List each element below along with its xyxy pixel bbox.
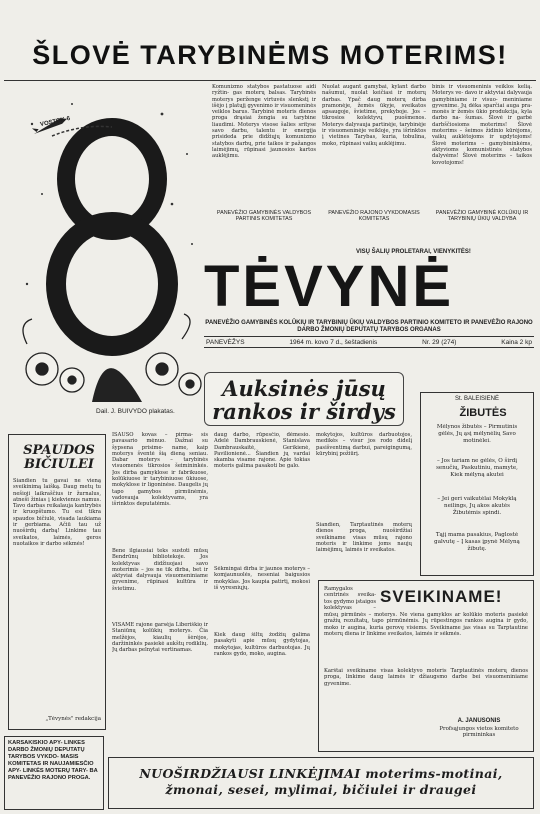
appeal-signature-1: PANEVĖŽIO GAMYBINĖS VALDYBOS PARTINIS KOMITETAS [216, 210, 312, 223]
feature-col-2b: Sėkmingai dirba ir jaunos moterys – komjaunuolės, neseniai baigusios mokyklas. Jos kaupia patirtį, mokosi iš vyresniųjų. [214, 566, 310, 591]
footer-wish: NUOŠIRDŽIAUSI LINKĖJIMAI moterims-motinai, žmonai, sesei, mylimai, bičiulei ir draugei [108, 757, 534, 809]
appeal-col-2: Nuolat augant gamybai, kylant darbo našumui, nuolat keičiasi ir moterų darbas. Ypač daug moterų dirba pramonėje, žemės ūkyje, sveikatos apsaugoje, švietime, prekyboje. Jos – tikrosios kolektyvų puošmenos. Moterys dalyvauja partinėje, tarybinėje ir visuomeninėje veikloje, yra išrinktos į vietines Tarybas, kuria, tobulina, moko, rūpinasi vaikų auklėjimu. [322, 84, 426, 147]
masthead-subtitle: PANEVĖŽIO GAMYBINĖS KOLŪKIŲ IR TARYBINIŲ ŪKIŲ VALDYBOS PARTINIO KOMITETO IR PANEVĖŽIO RAJONO DARBO ŽMONIŲ DEPUTATŲ TARYBOS ORGANAS [205, 320, 533, 333]
masthead-slogan: VISŲ ŠALIŲ PROLETARAI, VIENYKITĖS! [356, 249, 471, 255]
sveikiname-title: SVEIKINAME! [380, 587, 503, 606]
appeal-col-1: Komunizmo statybos pastatuose aidi ryžtin- gas moterų balsas. Tarybinės moterys perženge virtuvės slenkstį ir išėjo į platųjį gyvenimo ir visuomeninės veiklos barus. Tarybinė moteris dienos proga drąsiai žengia su tarybine liaudimi. Moterys visose šalies srityse savo darbu, talentu ir energija prisideda prie didžiųjų komunizmo statybos darbų, prie taikos ir pažangos laimėjimų, rūpinasi jaunosios kartos auklėjimu. [212, 84, 316, 160]
spaudos-sign: „Tėvynės" redakcija [45, 716, 101, 722]
dateline-date: 1964 m. kovo 7 d., šeštadienis [289, 338, 378, 346]
poster-art [12, 84, 207, 402]
poem-stanza-2: – Jos tariam ne gėlės, O širdį senučių, Paskutiniu, mamyte, Kiek mėlyną akutei [436, 458, 518, 478]
spaudos-body: Šiandien tu gavai ne vieną sveikinimą laišką. Daug metų tu nešioji laikraščius ir žurnalus, atneši žinias į kiekvienus namus. Tavo darbas reikalauja kantrybės ir kruopštumo. Tu esi tikra spaudos bičiulė, visada laukiama ir gerbiama. Ačiū tau už nuoširdų darbą! Linkime tau sveikatos, laimės, geros nuotaikos ir darbo sėkmės! [13, 478, 101, 547]
feature-col-2c: Kiek daug šiltų žodžių galima pasakyti apie mūsų gydytojas, mokytojas, kultūros darbuotojas. Jų rankos gydo, moko, augina. [214, 632, 310, 657]
feature-col-3: mokytojos, kultūros darbuotojos, medikės – visur jos rodo didelį pasišventimą darbui, pareigingumą, kūrybinį požiūrį. [316, 432, 412, 457]
footer-orgs: KARSAKIŠKIO APY- LINKĖS DARBO ŽMONIŲ DEPUTATŲ TARYBOS VYKDO- MASIS KOMITETAS IR NAUJAMIESČIO APY- LINKĖS MOTERŲ TARY- BA PANEVĖŽIO RAJONO PROGA. [8, 740, 98, 781]
sveikiname-signer-role: Profsąjungos vietos komiteto pirmininkas [439, 726, 519, 739]
dateline [204, 336, 534, 348]
appeal-col-3: binis ir visuomeninis veiklos kelią. Moterys ve- davo ir aktyviai dalyvauja gamybiniame ir visuo- meniniame gyvenime. Jų dėka sparčiai auga pra- monės ir žemės ūkio produkcija, kyla darbo na- šumas. Šlovė ir garbė darbščiosioms moterims! Šlovė moterims – šeimos židinio kūrėjoms, vaikų auklėtojoms ir ugdytojoms! Šlovė moterims – gamybininkėms, aktyvioms komunistinės statybos dalyvėms! Šlovė moterims – taikos kovotojoms! [432, 84, 532, 166]
appeal-signature-2: PANEVĖŽIO RAJONO VYKDOMASIS KOMITETAS [328, 210, 420, 223]
poem-stanza-4: Tąjį mama pasakius, Paglostė galvutę – Į kasas įpynė Mėlyną žibutę. [434, 532, 520, 552]
sveikiname-body: mūsų pirmūnės – moterys. Ne viena gamyklos ar kolūkio moteris pasiekė gražių rezultatų, tapo pirmūnėmis. Jų rūpestingos rankos augina ir gydo, moko ir augina, kuria gerovę visiems. Sveikiname jas visas su Tarptautine moterų diena ir linkime sveikatos, laimės ir sėkmės. [324, 612, 528, 637]
dateline-price: Kaina 2 kp [501, 338, 532, 346]
rocket-label: VOSTOK-6 [39, 115, 71, 129]
poster-illustration [12, 84, 207, 402]
banner-rule [4, 80, 536, 81]
poem-stanza-1: Mėlynos žibutės – Pirmutinis gėlės, Jų ąsį mėlynėlių Savo motinėlei. [436, 424, 518, 444]
feature-col-1: IŠAUSO kovas – pirma- sis pavasario mėnuo. Dažnai su šypsena prisime- name, kaip moterys šventė šią dieną seniau. Dabar moterys – tarybinės visuomenės tikrosios šeimininkės. Jos dirba gamyklose ir fabrikuose, kolūkiuose ir tarybiniuose ūkiuose, mokyklose ir ligoninėse. Daugelis jų tapo gamybos pirmūnėmis, vadovauja kolektyvams, yra išrinktos deputatėmis. [112, 432, 208, 508]
dateline-issue: Nr. 29 (274) [422, 338, 457, 346]
appeal-signature-3: PANEVĖŽIO GAMYBINĖ KOLŪKIŲ IR TARYBINIŲ ŪKIŲ VALDYBA [435, 210, 529, 223]
feature-col-1c: VISAME rajone garsėja Liberiškio ir Staniūnų kolūkių moterys. Čia melžėjos, kiaulių šėrėjos, daržininkės pasiekė aukštų rodiklių. Jų darbas pelnytai vertinamas. [112, 622, 208, 654]
sveikiname-body-2: Karštai sveikiname visas kolektyvo moteris Tarptautinės moterų dienos proga, linkime daug laimės ir džiaugsmo darbe bei visuomeniniame gyvenime. [324, 668, 528, 687]
poem-title: ŽIBUTĖS [459, 407, 507, 419]
feature-col-1b: Bene ilgiausiai teks sustoti mūsų Bendrūnų bibliotekoje. Jos kolektyvas didžiuojasi savo moterimis – jos ne tik dirba, bet ir aktyviai dalyvauja visuomeniniame gyvenime, rūpinasi kultūra ir švietimu. [112, 548, 208, 592]
sveikiname-lead: Ramygalos centrinės sveika- tos gydymo įstaigos kolektyvas – [324, 586, 376, 610]
masthead-title: TĖVYNĖ [204, 254, 455, 319]
spaudos-title: SPAUDOS BIČIULEI [23, 443, 95, 472]
feature-headline: Auksinės jūsų rankos ir širdys [204, 372, 404, 426]
poem-author: St. BALEISIENĖ [454, 396, 500, 402]
feature-col-3b: Šiandien, Tarptautinės moterų dienos proga, nuoširdžiai sveikiname visas mūsų rajono moteris ir linkime joms naujų laimėjimų, laimės ir sveikatos. [316, 522, 412, 554]
feature-col-2: daug darbo, rūpesčio, dėmesio. Adelė Dambrauskienė, Stanislava Dambrauskaitė, Gerikienė, Pavilionienė... Šiandien jų vardai skamba visame rajone. Apie tokias moteris galima pasakoti be galo. [214, 432, 310, 470]
poem-stanza-3: – Jei geri vaikutėlai Mokyklą neilings, Jų akos akutės Žibutėmis spindi. [437, 496, 517, 516]
dateline-place: PANEVĖŽYS [206, 338, 245, 346]
poster-credit: Dail. J. BUIVYDO plakatas. [96, 408, 175, 415]
banner-headline: ŠLOVĖ TARYBINĖMS MOTERIMS! [32, 40, 508, 70]
sveikiname-signer: A. JANUSONIS [457, 718, 501, 724]
